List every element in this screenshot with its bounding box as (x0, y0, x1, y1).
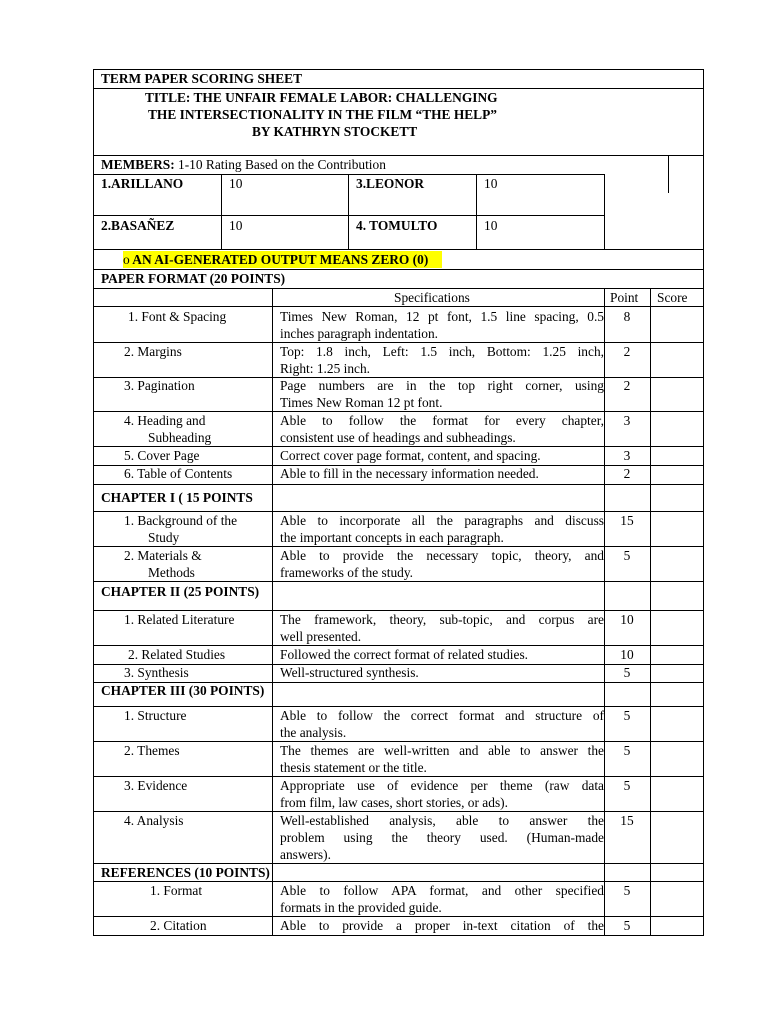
section-title: PAPER FORMAT (20 POINTS) (101, 271, 286, 286)
point-value: 2 (623, 378, 631, 393)
section-title: CHAPTER I ( 15 POINTS (101, 490, 253, 505)
section-title: CHAPTER II (25 POINTS) (101, 584, 260, 599)
divider (476, 174, 477, 249)
point-value: 5 (623, 883, 631, 898)
members-label: MEMBERS: (101, 157, 175, 172)
point-value: 3 (623, 448, 631, 463)
score-field[interactable] (651, 307, 703, 342)
score-field[interactable] (651, 707, 703, 741)
ai-warning (123, 251, 442, 268)
members-heading (101, 156, 386, 173)
spec-text: the important concepts in each paragraph. (280, 530, 504, 545)
score-field[interactable] (651, 777, 703, 811)
spec-text: Times New Roman 12 pt font. (280, 395, 443, 410)
score-field[interactable] (651, 378, 703, 411)
score-field[interactable] (651, 412, 703, 446)
criterion-label: 2. Margins (124, 344, 182, 359)
member-rating: 10 (229, 176, 243, 191)
score-field[interactable] (651, 882, 703, 916)
section-title: CHAPTER III (30 POINTS) (101, 683, 265, 698)
member-name: 2.BASAÑEZ (101, 218, 175, 233)
spec-text: Right: 1.25 inch. (280, 361, 371, 376)
point-value: 10 (620, 612, 634, 627)
col-header-point: Point (610, 290, 639, 305)
criterion-label: Subheading (148, 430, 212, 445)
point-value: 3 (623, 413, 631, 428)
criterion-label: 1. Font & Spacing (128, 309, 227, 324)
spec-text: Correct cover page format, content, and spacing. (280, 448, 541, 463)
sheet-title: TERM PAPER SCORING SHEET (101, 71, 303, 86)
member-name: 1.ARILLANO (101, 176, 184, 191)
spec-text: thesis statement or the title. (280, 760, 427, 775)
criterion-label: Study (148, 530, 180, 545)
criterion-label: 2. Materials & (124, 548, 202, 563)
score-field[interactable] (651, 646, 703, 664)
paper-title-line2: THE INTERSECTIONALITY IN THE FILM “THE HELP” (148, 107, 497, 122)
criterion-label: 2. Citation (150, 918, 207, 933)
point-value: 5 (623, 743, 631, 758)
criterion-label: 4. Heading and (124, 413, 206, 428)
criterion-label: 1. Structure (124, 708, 187, 723)
divider (668, 155, 669, 193)
warning-text: AN AI-GENERATED OUTPUT MEANS ZERO (0) (129, 252, 429, 267)
score-field[interactable] (651, 547, 703, 581)
criterion-label: 5. Cover Page (124, 448, 200, 463)
spec-text: Able to incorporate all the paragraphs and discuss (280, 513, 604, 528)
spec-text: Able to fill in the necessary information needed. (280, 466, 539, 481)
member-name: 4. TOMULTO (356, 218, 438, 233)
score-field[interactable] (651, 447, 703, 465)
spec-text: the analysis. (280, 725, 347, 740)
warning-bullet: o (123, 252, 130, 267)
spec-text: Able to provide the necessary topic, theory, and (280, 548, 604, 563)
divider (93, 935, 703, 936)
point-value: 15 (620, 513, 634, 528)
divider (221, 174, 222, 249)
score-field[interactable] (651, 742, 703, 776)
spec-text: Times New Roman, 12 pt font, 1.5 line spacing, 0.5 (280, 309, 604, 324)
spec-text: well presented. (280, 629, 362, 644)
point-value: 5 (623, 778, 631, 793)
spec-text: Able to provide a proper in-text citation of the (280, 918, 604, 933)
table-border-right (703, 69, 704, 936)
point-value: 5 (623, 548, 631, 563)
criterion-label: 3. Pagination (124, 378, 195, 393)
divider (93, 249, 703, 250)
spec-text: Well-established analysis, able to answer the (280, 813, 604, 828)
section-title: REFERENCES (10 POINTS) (101, 865, 270, 880)
spec-text: from film, law cases, short stories, or ads). (280, 795, 508, 810)
member-rating: 10 (229, 218, 243, 233)
spec-text: answers). (280, 847, 331, 862)
point-value: 2 (623, 466, 631, 481)
divider (93, 484, 703, 485)
spec-text: Able to follow APA format, and other specified (280, 883, 604, 898)
member-rating: 10 (484, 218, 498, 233)
criterion-label: 4. Analysis (124, 813, 184, 828)
divider (272, 288, 273, 936)
point-value: 2 (623, 344, 631, 359)
criterion-label: 1. Format (150, 883, 203, 898)
col-header-score: Score (657, 290, 688, 305)
spec-text: problem using the theory used. (Human-made (280, 830, 604, 845)
criterion-label: 6. Table of Contents (124, 466, 233, 481)
spec-text: Page numbers are in the top right corner, using (280, 378, 604, 393)
member-rating: 10 (484, 176, 498, 191)
divider (604, 174, 605, 249)
criterion-label: 3. Evidence (124, 778, 188, 793)
spec-text: The themes are well-written and able to answer the (280, 743, 604, 758)
spec-text: Able to follow the format for every chapter, (280, 413, 604, 428)
spec-text: formats in the provided guide. (280, 900, 442, 915)
paper-title-line1: TITLE: THE UNFAIR FEMALE LABOR: CHALLENGING (145, 90, 498, 105)
spec-text: consistent use of headings and subheadings. (280, 430, 516, 445)
score-field[interactable] (651, 611, 703, 645)
member-name: 3.LEONOR (356, 176, 425, 191)
score-field[interactable] (651, 343, 703, 377)
score-field[interactable] (651, 812, 703, 863)
score-field[interactable] (651, 466, 703, 484)
point-value: 5 (623, 708, 631, 723)
col-header-specifications: Specifications (394, 290, 470, 305)
divider (93, 306, 703, 307)
score-field[interactable] (651, 917, 703, 935)
criterion-label: 2. Themes (124, 743, 180, 758)
divider (348, 174, 349, 249)
spec-text: The framework, theory, sub-topic, and corpus are (280, 612, 604, 627)
spec-text: Followed the correct format of related studies. (280, 647, 529, 662)
members-note: 1-10 Rating Based on the Contribution (174, 157, 386, 172)
spec-text: Well-structured synthesis. (280, 665, 419, 680)
point-value: 15 (620, 813, 634, 828)
criterion-label: 1. Background of the (124, 513, 238, 528)
point-value: 10 (620, 647, 634, 662)
spec-text: inches paragraph indentation. (280, 326, 439, 341)
criterion-label: 3. Synthesis (124, 665, 189, 680)
point-value: 5 (623, 918, 631, 933)
score-field[interactable] (651, 512, 703, 546)
spec-text: frameworks of the study. (280, 565, 414, 580)
spec-text: Appropriate use of evidence per theme (raw data (280, 778, 604, 793)
spec-text: Top: 1.8 inch, Left: 1.5 inch, Bottom: 1.25 inch, (280, 344, 604, 359)
divider (93, 581, 703, 582)
criterion-label: 1. Related Literature (124, 612, 235, 627)
spec-text: Able to follow the correct format and structure of (280, 708, 604, 723)
criterion-label: Methods (148, 565, 195, 580)
score-field[interactable] (651, 665, 703, 682)
paper-title-line3: BY KATHRYN STOCKETT (252, 124, 418, 139)
point-value: 8 (623, 309, 631, 324)
criterion-label: 2. Related Studies (128, 647, 226, 662)
point-value: 5 (623, 665, 631, 680)
table-border-left (93, 69, 94, 936)
